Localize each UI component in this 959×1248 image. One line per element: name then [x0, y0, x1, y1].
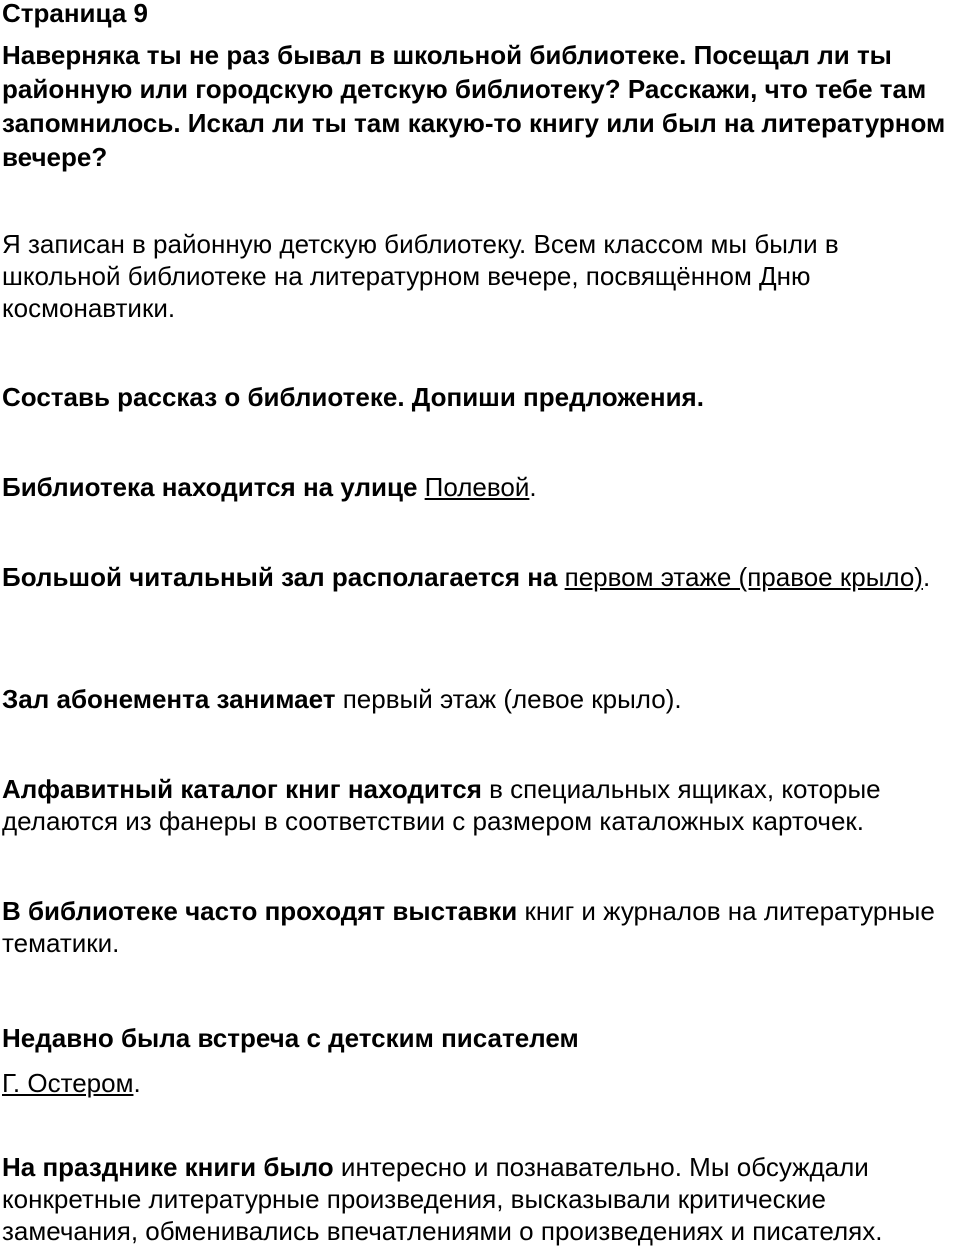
sentence-exhibitions [2, 895, 957, 959]
sentence-end: . [529, 472, 537, 502]
sentence-prompt: Библиотека находится на улице [2, 472, 425, 502]
sentence-street [2, 471, 957, 503]
sentence-prompt: На празднике книги было [2, 1152, 334, 1182]
page-title: Страница 9 [2, 0, 148, 28]
sentence-end: . [133, 1068, 141, 1098]
task-text: Составь рассказ о библиотеке. Допиши предложения. [2, 382, 704, 412]
sentence-lending-hall [2, 683, 957, 715]
sentence-prompt: Недавно была встреча с детским писателем [2, 1023, 579, 1053]
sentence-writer [2, 1016, 957, 1106]
sentence-answer: первом этаже (правое крыло) [564, 562, 923, 592]
sentence-end: . [922, 562, 931, 592]
sentence-prompt: В библиотеке часто проходят выставки [2, 896, 518, 926]
sentence-catalog [2, 773, 957, 837]
sentence-answer: Г. Остером [2, 1068, 134, 1098]
sentence-prompt: Алфавитный каталог книг находится [2, 774, 482, 804]
sentence-answer: первый этаж (левое крыло). [335, 684, 682, 714]
sentence-answer: Полевой [424, 472, 530, 502]
sentence-reading-hall [2, 561, 957, 593]
sentence-book-holiday [2, 1151, 957, 1247]
sentence-answer: интересно и познавательно. Мы обсуждали конкретные литературные произведения, высказывали критические замечания, обменивались впечатлениями о произведениях и писателях. [2, 1152, 883, 1246]
sentence-prompt: Зал абонемента занимает [2, 684, 336, 714]
sentence-answer: книг и журналов на литературные тематики. [2, 896, 935, 958]
question-text: Наверняка ты не раз бывал в школьной библиотеке. Посещал ли ты районную или городскую детскую библиотеку? Расскажи, что тебе там запомнилось. Искал ли ты там какую-то книгу или был на литературном вечере? [2, 40, 946, 172]
sentence-prompt: Большой читальный зал располагается на [2, 562, 565, 592]
answer-text: Я записан в районную детскую библиотеку. Всем классом мы были в школьной библиотеке на литературном вечере, посвящённом Дню космонавтики. [2, 229, 839, 323]
sentence-answer: в специальных ящиках, которые делаются из фанеры в соответствии с размером каталожных карточек. [2, 774, 881, 836]
